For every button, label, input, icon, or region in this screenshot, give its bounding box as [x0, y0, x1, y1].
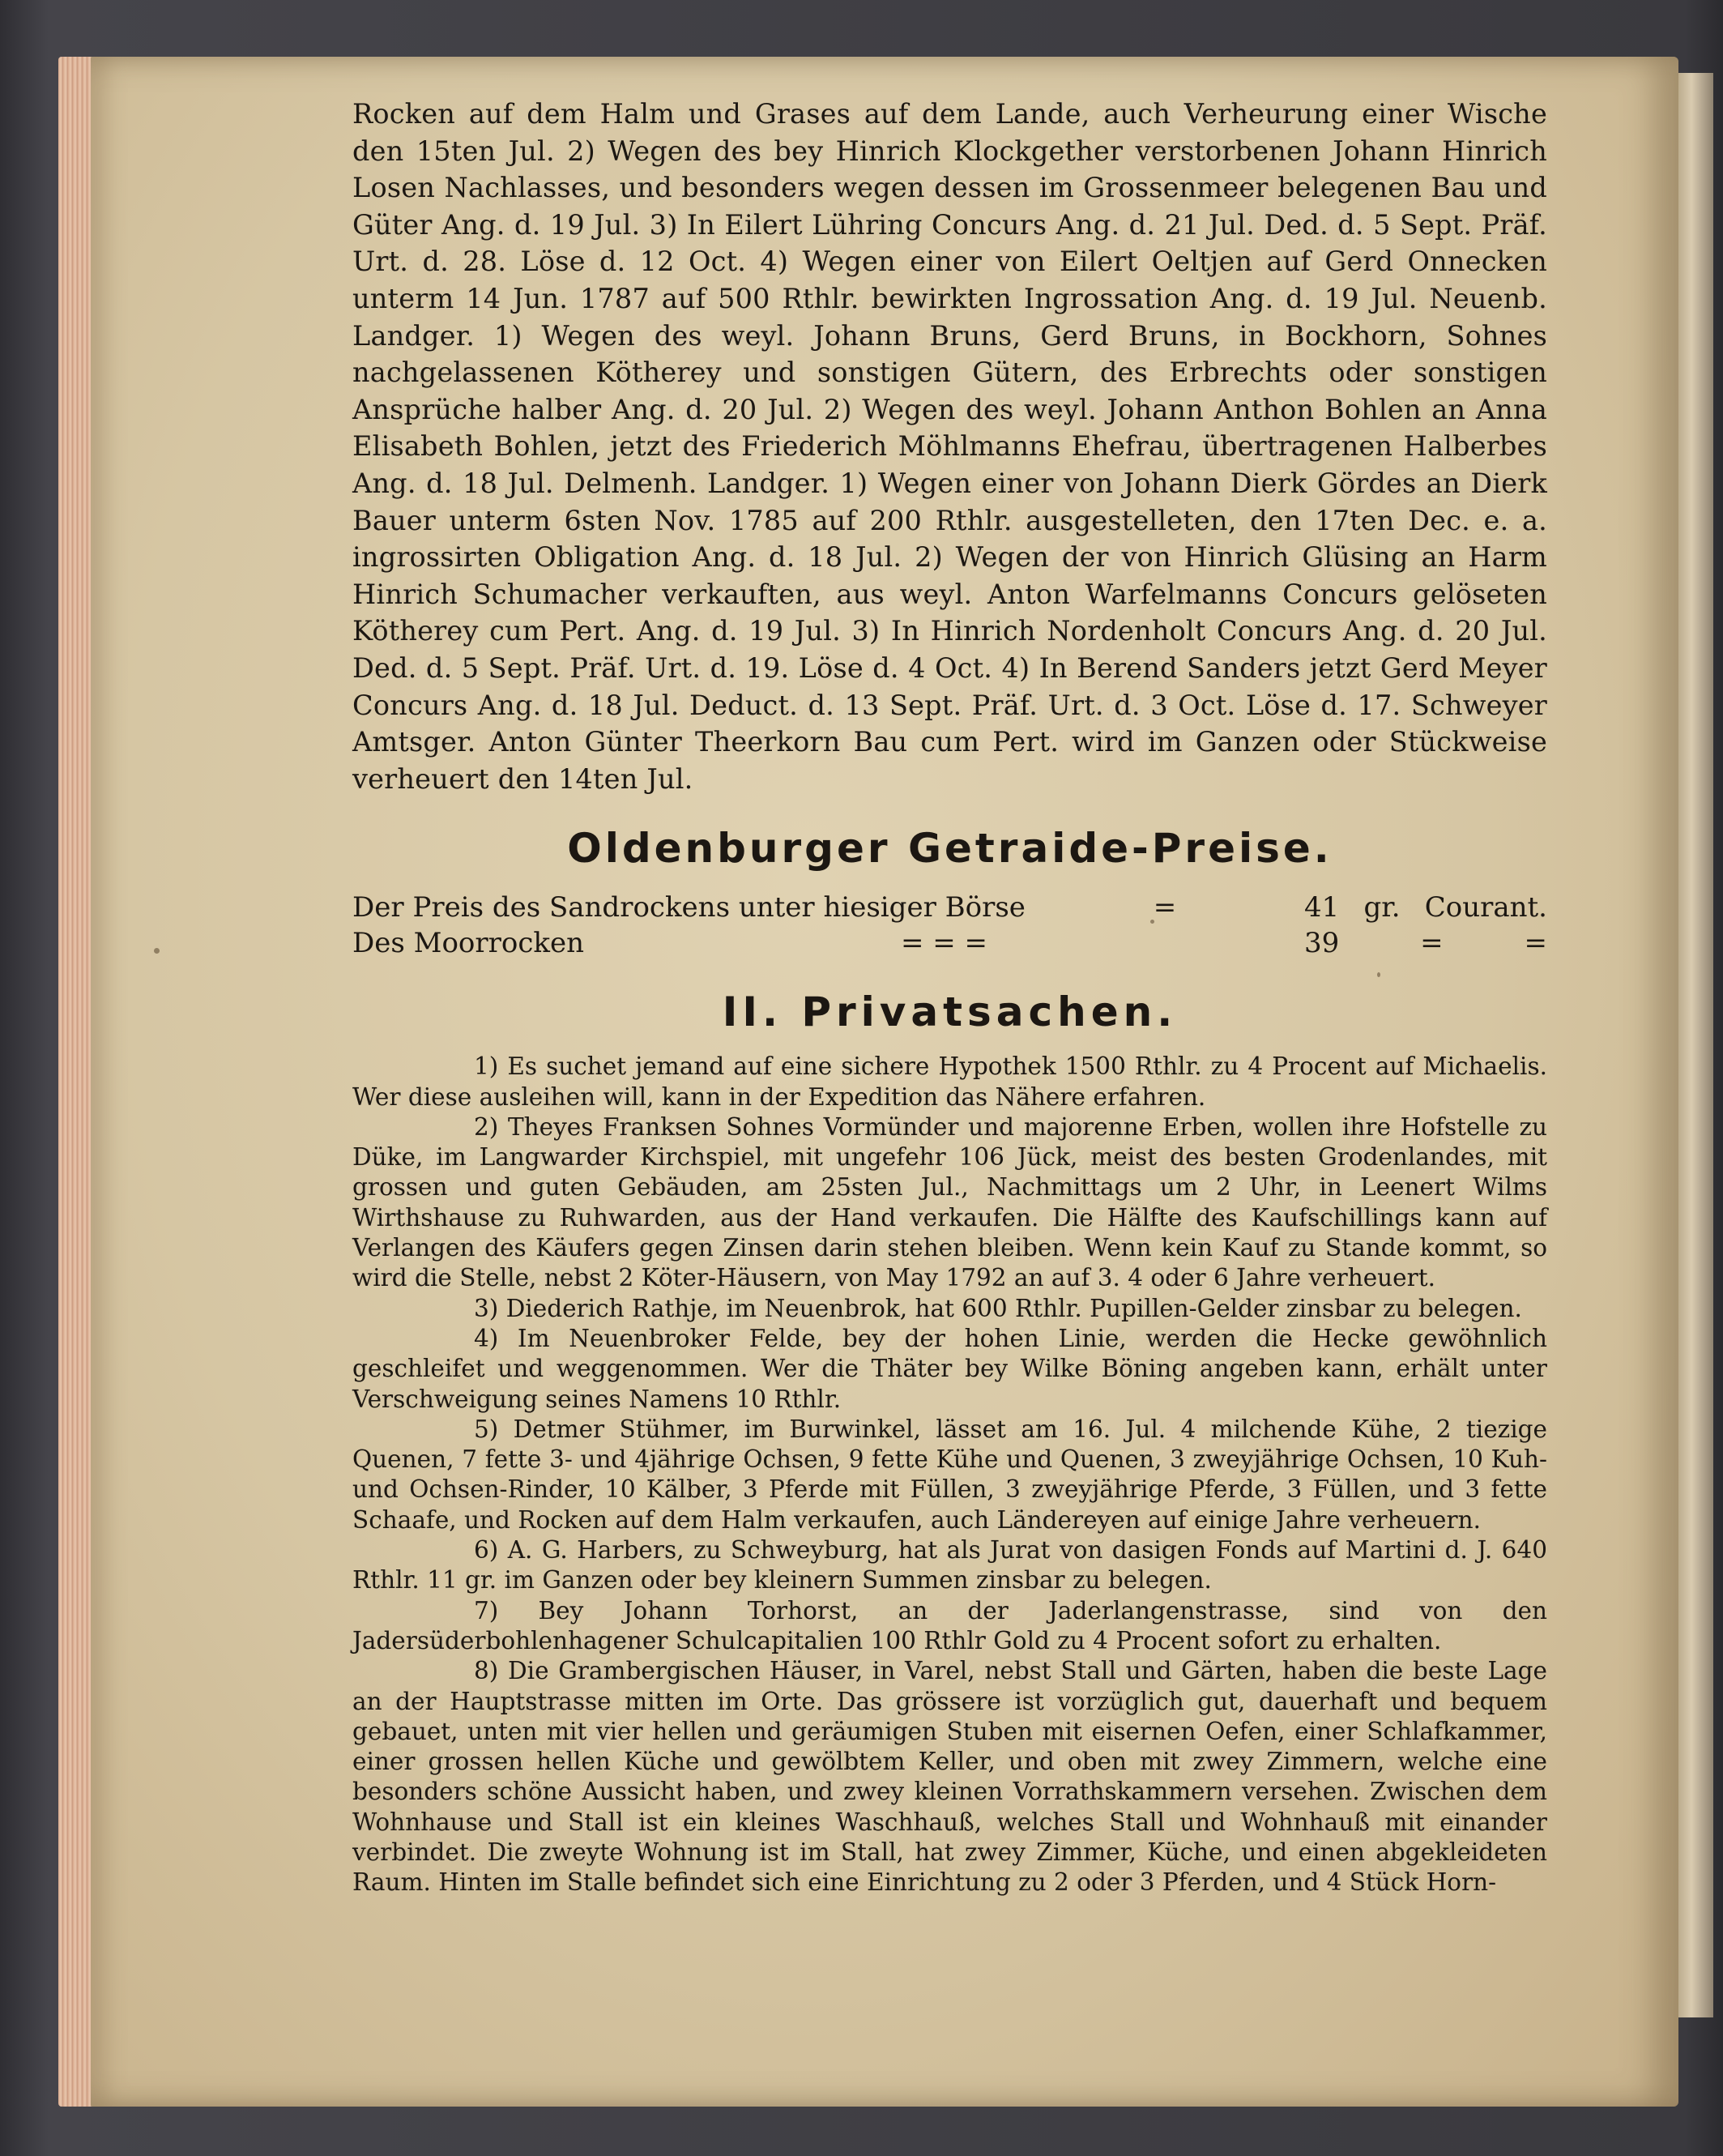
price-label: Der Preis des Sandrockens unter hiesiger Börse	[352, 891, 1026, 924]
paper-speck	[1377, 972, 1380, 977]
section-title: II. Privatsachen.	[722, 988, 1178, 1036]
ditto-mark: =	[1153, 891, 1177, 924]
price-value: 39	[1304, 927, 1340, 960]
notice-item: 6) A. G. Harbers, zu Schweyburg, hat als Jurat von dasigen Fonds auf Martini d. J. 640 Rthlr. 11 gr. im Ganzen oder bey kleinern Summen zinsbar zu belegen.	[352, 1536, 1547, 1595]
price-value: 41	[1304, 891, 1340, 924]
paper-speck	[1150, 920, 1154, 924]
notice-item: 8) Die Grambergischen Häuser, in Varel, nebst Stall und Gärten, haben die beste Lage an der Hauptstrasse mitten im Orte. Das grössere ist vorzüglich gut, dauerhaft und bequem gebauet, unten mit vier hellen und geräumigen Stuben mit eisernen Oefen, einer Schlafkammer, einer grossen hellen Küche und gewölbtem Keller, und oben mit zwey Zimmern, welche eine besonders schöne Aussicht haben, und zwey kleinen Vorrathskammern versehen. Zwischen dem Wohnhause und Stall ist ein kleines Waschhauß, welches Stall und Wohnhauß mit einander verbindet. Die zweyte Wohnung ist im Stall, hat zwey Zimmer, Küche, und einen abgekleideten Raum. Hinten im Stalle befindet sich eine Einrichtung zu 2 oder 3 Pferden, und 4 Stück Horn-	[352, 1657, 1547, 1897]
price-currency: =	[1524, 927, 1547, 960]
price-row	[352, 925, 1547, 961]
price-currency: Courant.	[1424, 891, 1547, 924]
page-text	[352, 96, 1547, 1898]
next-page-edge	[1677, 73, 1713, 2017]
price-row	[352, 890, 1547, 925]
price-unit: =	[1420, 927, 1444, 960]
notice-item: 2) Theyes Franksen Sohnes Vormünder und majorenne Erben, wollen ihre Hofstelle zu Düke, im Langwarder Kirchspiel, mit ungefehr 106 Jück, meist des besten Grodenlandes, mit grossen und guten Gebäuden, am 25sten Jul., Nachmittags um 2 Uhr, in Leenert Wilms Wirthshause zu Ruhwarden, aus der Hand verkaufen. Die Hälfte des Kaufschillings kann auf Verlangen des Käufers gegen Zinsen darin stehen bleiben. Wenn kein Kauf zu Stande kommt, so wird die Stelle, nebst 2 Köter-Häusern, von May 1792 an auf 3. 4 oder 6 Jahre verheuert.	[352, 1112, 1547, 1292]
price-amount	[1304, 925, 1547, 961]
price-table	[352, 890, 1547, 961]
ditto-mark: = = =	[900, 927, 988, 960]
notice-item: 1) Es suchet jemand auf eine sichere Hypothek 1500 Rthlr. zu 4 Procent auf Michaelis. Wer diese ausleihen will, kann in der Expedition das Nähere erfahren.	[352, 1052, 1547, 1111]
grain-prices-heading: Oldenburger Getraide-Preise.	[567, 825, 1333, 873]
price-label: Des Moorrocken	[352, 927, 585, 960]
court-notices-paragraph: Rocken auf dem Halm und Grases auf dem Lande, auch Verheurung einer Wische den 15ten Jul. 2) Wegen des bey Hinrich Klockgether verstorbenen Johann Hinrich Losen Nachlasses, und besonders wegen dessen im Grossenmeer belegenen Bau und Güter Ang. d. 19 Jul. 3) In Eilert Lühring Concurs Ang. d. 21 Jul. Ded. d. 5 Sept. Präf. Urt. d. 28. Löse d. 12 Oct. 4) Wegen einer von Eilert Oeltjen auf Gerd Onnecken unterm 14 Jun. 1787 auf 500 Rthlr. bewirkten Ingrossation Ang. d. 19 Jul. Neuenb. Landger. 1) Wegen des weyl. Johann Bruns, Gerd Bruns, in Bockhorn, Sohnes nachgelassenen Kötherey und sonstigen Gütern, des Erbrechts oder sonstigen Ansprüche halber Ang. d. 20 Jul. 2) Wegen des weyl. Johann Anthon Bohlen an Anna Elisabeth Bohlen, jetzt des Friederich Möhlmanns Ehefrau, übertragenen Halberbes Ang. d. 18 Jul. Delmenh. Landger. 1) Wegen einer von Johann Dierk Gördes an Dierk Bauer unterm 6sten Nov. 1785 auf 200 Rthlr. ausgestelleten, den 17ten Dec. e. a. ingrossirten Obligation Ang. d. 18 Jul. 2) Wegen der von Hinrich Glüsing an Harm Hinrich Schumacher verkauften, aus weyl. Anton Warfelmanns Concurs gelöseten Kötherey cum Pert. Ang. d. 19 Jul. 3) In Hinrich Nordenholt Concurs Ang. d. 20 Jul. Ded. d. 5 Sept. Präf. Urt. d. 19. Löse d. 4 Oct. 4) In Berend Sanders jetzt Gerd Meyer Concurs Ang. d. 18 Jul. Deduct. d. 13 Sept. Präf. Urt. d. 3 Oct. Löse d. 17. Schweyer Amtsger. Anton Günter Theerkorn Bau cum Pert. wird im Ganzen oder Stückweise verheuert den 14ten Jul.	[352, 98, 1547, 795]
notice-item: 3) Diederich Rathje, im Neuenbrok, hat 600 Rthlr. Pupillen-Gelder zinsbar zu belegen.	[474, 1294, 1522, 1322]
notice-item: 4) Im Neuenbroker Felde, bey der hohen Linie, werden die Hecke gewöhnlich geschleifet und weggenommen. Wer die Thäter bey Wilke Böning angeben kann, erhält unter Verschweigung seines Namens 10 Rthlr.	[352, 1324, 1547, 1413]
paper-speck	[154, 948, 160, 954]
price-amount	[1304, 890, 1547, 925]
notice-item: 7) Bey Johann Torhorst, an der Jaderlangenstrasse, sind von den Jadersüderbohlenhagener Schulcapitalien 100 Rthlr Gold zu 4 Procent sofort zu erhalten.	[352, 1596, 1547, 1654]
notice-item: 5) Detmer Stühmer, im Burwinkel, lässet am 16. Jul. 4 milchende Kühe, 2 tiezige Quenen, 7 fette 3- und 4jährige Ochsen, 9 fette Kühe und Quenen, 3 zweyjährige Ochsen, 10 Kuh- und Ochsen-Rinder, 10 Kälber, 3 Pferde mit Füllen, 3 zweyjährige Pferde, 3 Füllen, und 3 fette Schaafe, und Rocken auf dem Halm verkaufen, auch Ländereyen auf einige Jahre verheuern.	[352, 1415, 1547, 1534]
price-unit: gr.	[1363, 891, 1401, 924]
